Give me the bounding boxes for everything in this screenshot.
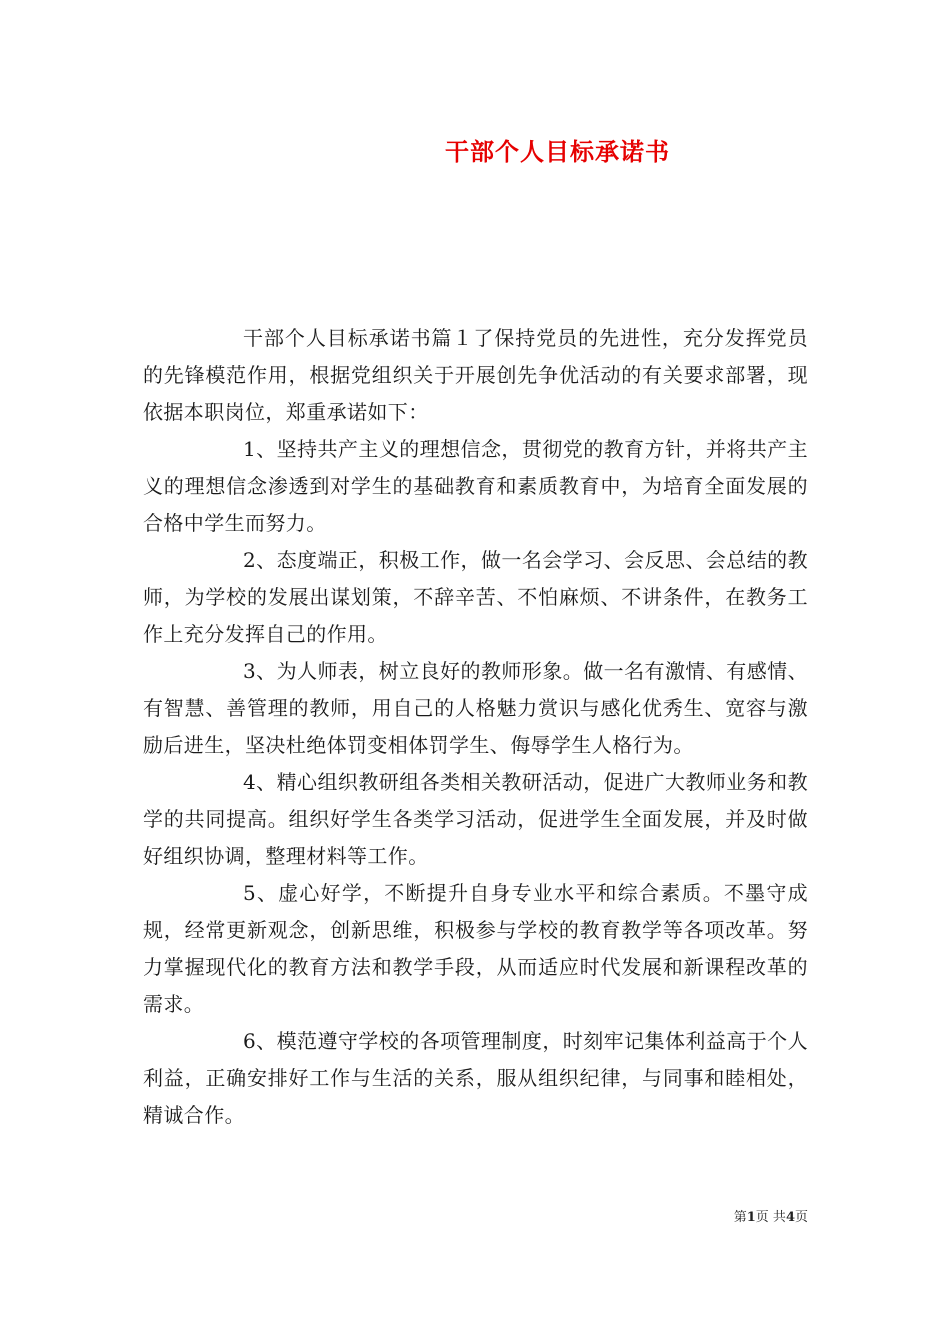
footer-prefix: 第	[733, 1210, 747, 1225]
paragraph-item-6: 6、模范遵守学校的各项管理制度，时刻牢记集体利益高于个人利益，正确安排好工作与生活的关系，服从组织纪律，与同事和睦相处，精诚合作。	[143, 1029, 808, 1127]
paragraph-item-3: 3、为人师表，树立良好的教师形象。做一名有激情、有感情、有智慧、善管理的教师，用自己的人格魅力赏识与感化优秀生、宽容与激励后进生，坚决杜绝体罚变相体罚学生、侮辱学生人格行为。	[143, 659, 808, 757]
document-title: 干部个人目标承诺书	[445, 138, 670, 166]
page-number-footer	[734, 1206, 808, 1225]
document-body	[143, 320, 808, 1134]
footer-suffix: 页	[794, 1210, 808, 1225]
paragraph-item-4: 4、精心组织教研组各类相关教研活动，促进广大教师业务和教学的共同提高。组织好学生各类学习活动，促进学生全面发展，并及时做好组织协调，整理材料等工作。	[143, 770, 808, 868]
paragraph-item-5: 5、虚心好学，不断提升自身专业水平和综合素质。不墨守成规，经常更新观念，创新思维，积极参与学校的教育教学等各项改革。努力掌握现代化的教育方法和教学手段，从而适应时代发展和新课程改革的需求。	[143, 881, 808, 1016]
paragraph-item-2: 2、态度端正，积极工作，做一名会学习、会反思、会总结的教师，为学校的发展出谋划策，不辞辛苦、不怕麻烦、不讲条件，在教务工作上充分发挥自己的作用。	[143, 548, 808, 646]
footer-current-page: 1	[746, 1210, 756, 1225]
footer-total-pages: 4	[785, 1210, 795, 1225]
paragraph-intro: 干部个人目标承诺书篇１了保持党员的先进性，充分发挥党员的先锋模范作用，根据党组织关于开展创先争优活动的有关要求部署，现依据本职岗位，郑重承诺如下：	[143, 326, 808, 424]
footer-middle: 页 共	[755, 1210, 786, 1225]
paragraph-item-1: 1、坚持共产主义的理想信念，贯彻党的教育方针，并将共产主义的理想信念渗透到对学生的基础教育和素质教育中，为培育全面发展的合格中学生而努力。	[143, 437, 808, 535]
